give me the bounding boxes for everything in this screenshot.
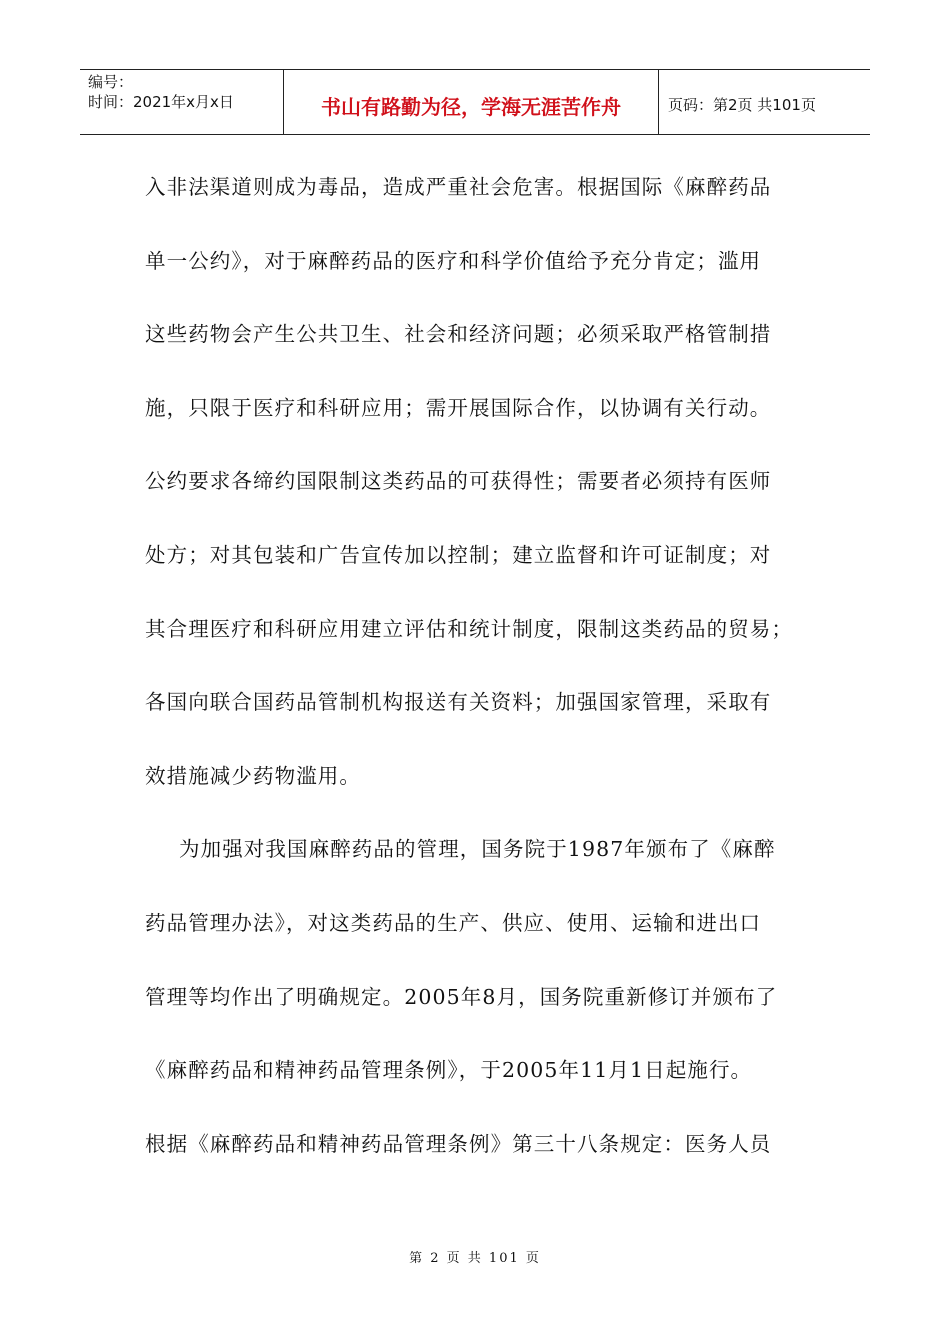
body-line: 单一公约》，对于麻醉药品的医疗和科学价值给予充分肯定；滥用 [145,248,762,273]
body-line: 其合理医疗和科研应用建立评估和统计制度，限制这类药品的贸易； [145,616,793,641]
document-code-label: 编号： [88,73,134,91]
body-line: 药品管理办法》，对这类药品的生产、供应、使用、运输和进出口 [145,910,762,935]
header-motto: 书山有路勤为径，学海无涯苦作舟 [284,70,659,134]
body-line: 《麻醉药品和精神药品管理条例》，于2005年11月1日起施行。 [145,1058,753,1083]
body-line: 入非法渠道则成为毒品，造成严重社会危害。根据国际《麻醉药品 [145,175,772,199]
body-line: 各国向联合国药品管制机构报送有关资料；加强国家管理，采取有 [145,690,772,715]
body-line: 这些药物会产生公共卫生、社会和经济问题；必须采取严格管制措 [145,322,772,347]
body-line: 公约要求各缔约国限制这类药品的可获得性；需要者必须持有医师 [145,469,772,494]
body-line: 施，只限于医疗和科研应用；需开展国际合作，以协调有关行动。 [145,395,772,420]
document-time-label: 时间：2021年x月x日 [88,93,234,111]
header-meta-cell [80,70,284,134]
paragraph-start-line: 为加强对我国麻醉药品的管理，国务院于1987年颁布了《麻醉 [179,837,776,862]
page-header [80,69,870,135]
document-body [145,160,805,1190]
body-line: 处方；对其包装和广告宣传加以控制；建立监督和许可证制度；对 [145,542,772,567]
header-page-number: 页码：第2页 共101页 [668,95,816,114]
page-footer: 第 2 页 共 101 页 [409,1251,541,1266]
body-line: 效措施减少药物滥用。 [145,763,361,788]
body-line: 根据《麻醉药品和精神药品管理条例》第三十八条规定：医务人员 [145,1131,772,1156]
body-line: 管理等均作出了明确规定。2005年8月，国务院重新修订并颁布了 [145,984,778,1009]
